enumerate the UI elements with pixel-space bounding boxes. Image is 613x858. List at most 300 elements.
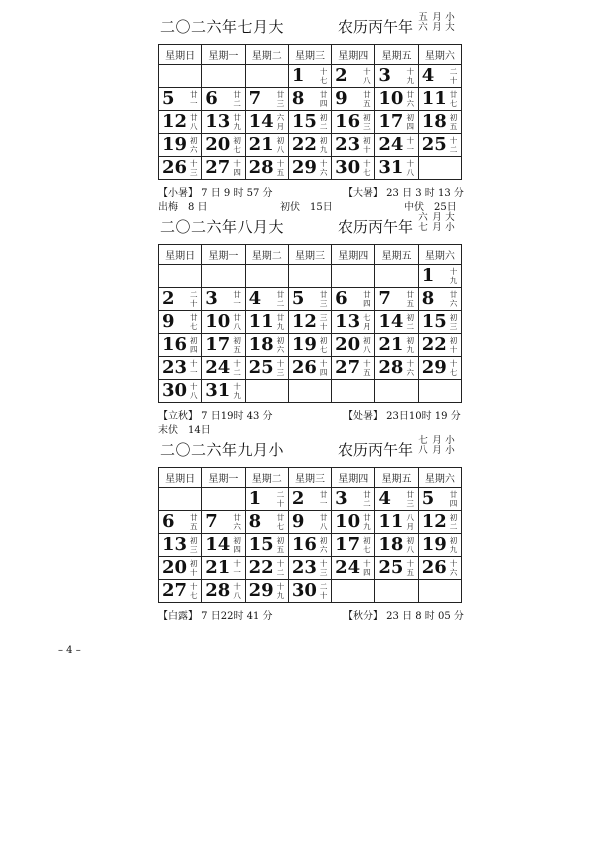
day-number: 15 <box>421 311 447 332</box>
day-number: 26 <box>162 157 188 178</box>
lunar-day: 廿 四 <box>449 490 458 508</box>
weekday-header: 星期一 <box>202 245 245 265</box>
empty-cell <box>332 265 375 288</box>
lunar-day: 廿 五 <box>363 90 371 108</box>
lunar-day: 初 五 <box>276 536 285 554</box>
empty-cell <box>245 265 288 288</box>
day-cell <box>159 111 202 134</box>
calendar-august <box>158 214 462 437</box>
weekday-header: 星期一 <box>202 468 245 488</box>
day-number: 17 <box>378 111 404 132</box>
day-cell <box>288 288 331 311</box>
lunar-day: 十 四 <box>233 159 241 177</box>
empty-cell <box>159 65 202 88</box>
lunar-day: 廿 三 <box>406 490 414 508</box>
lunar-year-label: 农历丙午年 <box>338 18 414 36</box>
day-number: 31 <box>378 157 404 178</box>
solar-term: 【处暑】 23日10时 19 分 <box>343 411 461 422</box>
day-cell <box>418 288 461 311</box>
day-cell <box>245 311 288 334</box>
day-number: 12 <box>162 111 188 132</box>
lunar-month-sizes: 大 小 <box>445 212 455 233</box>
week-row <box>159 88 462 111</box>
weekday-header: 星期四 <box>332 468 375 488</box>
day-cell <box>288 334 331 357</box>
month-title: 二〇二六年八月大 <box>160 218 285 236</box>
lunar-day: 廿 八 <box>190 113 198 131</box>
day-number: 4 <box>248 288 262 309</box>
day-number: 22 <box>291 134 317 155</box>
lunar-day: 十 二 <box>276 559 285 577</box>
day-number: 18 <box>378 534 404 555</box>
day-number: 4 <box>378 488 391 509</box>
lunar-day: 初 九 <box>406 336 414 354</box>
week-row <box>159 157 462 180</box>
empty-cell <box>288 380 331 403</box>
empty-cell <box>288 265 331 288</box>
day-cell <box>375 488 418 511</box>
day-cell <box>332 88 375 111</box>
calendar-september <box>158 437 462 637</box>
lunar-day: 廿 一 <box>233 290 241 308</box>
lunar-day: 十 七 <box>449 359 458 377</box>
day-number: 23 <box>335 134 361 155</box>
week-row <box>159 380 462 403</box>
day-number: 23 <box>162 357 188 378</box>
lunar-day: 廿 八 <box>233 313 241 331</box>
day-cell <box>202 288 245 311</box>
day-cell <box>245 334 288 357</box>
solar-terms <box>158 407 462 437</box>
lunar-day: 十 六 <box>319 159 328 177</box>
lunar-day: 初 五 <box>233 336 241 354</box>
lunar-day: 十 五 <box>406 559 414 577</box>
day-cell <box>159 157 202 180</box>
week-row <box>159 111 462 134</box>
day-number: 11 <box>421 88 447 109</box>
lunar-day: 廿 九 <box>233 113 241 131</box>
day-cell <box>288 511 331 534</box>
day-number: 2 <box>162 288 175 309</box>
month-header <box>158 14 462 44</box>
lunar-day: 初 六 <box>276 336 285 354</box>
lunar-day: 廿 四 <box>363 290 371 308</box>
day-number: 8 <box>291 88 305 109</box>
lunar-day: 十 九 <box>276 582 285 600</box>
day-cell <box>418 134 461 157</box>
lunar-day: 初 七 <box>363 536 371 554</box>
lunar-day: 初 八 <box>363 336 371 354</box>
day-cell <box>375 288 418 311</box>
empty-cell <box>418 580 461 603</box>
day-cell <box>375 357 418 380</box>
lunar-day: 十 一 <box>233 559 241 577</box>
lunar-day: 十 三 <box>276 359 285 377</box>
lunar-day: 二 十 <box>190 290 198 308</box>
empty-cell <box>202 65 245 88</box>
day-cell <box>288 311 331 334</box>
day-cell <box>159 334 202 357</box>
calendar-grid <box>158 467 462 603</box>
lunar-month-sizes: 小 小 <box>445 435 455 456</box>
empty-cell <box>332 380 375 403</box>
lunar-day: 廿 三 <box>319 290 328 308</box>
empty-cell <box>332 580 375 603</box>
day-cell <box>245 580 288 603</box>
day-number: 31 <box>205 380 231 401</box>
lunar-day: 廿 九 <box>276 313 285 331</box>
lunar-day: 初 八 <box>406 536 414 554</box>
lunar-day: 初 十 <box>190 559 198 577</box>
day-cell <box>332 288 375 311</box>
week-row <box>159 557 462 580</box>
day-cell <box>245 488 288 511</box>
lunar-month-suffix: 月 月 <box>432 12 442 33</box>
day-number: 9 <box>162 311 175 332</box>
day-cell <box>202 357 245 380</box>
day-cell <box>418 65 461 88</box>
day-cell <box>288 357 331 380</box>
lunar-day: 初 三 <box>449 313 458 331</box>
day-cell <box>418 488 461 511</box>
day-cell <box>159 357 202 380</box>
lunar-day: 初 十 <box>449 336 458 354</box>
day-number: 20 <box>162 557 188 578</box>
day-number: 15 <box>291 111 317 132</box>
lunar-day: 十 九 <box>449 267 458 285</box>
empty-cell <box>159 265 202 288</box>
day-cell <box>332 134 375 157</box>
empty-cell <box>245 65 288 88</box>
lunar-year-label: 农历丙午年 <box>338 441 414 459</box>
week-row <box>159 265 462 288</box>
day-cell <box>375 511 418 534</box>
day-number: 3 <box>335 488 348 509</box>
lunar-month-names: 六 七 <box>418 212 428 233</box>
day-number: 6 <box>205 88 218 109</box>
weekday-header: 星期六 <box>418 468 461 488</box>
day-cell <box>288 534 331 557</box>
day-number: 21 <box>205 557 231 578</box>
day-number: 25 <box>421 134 447 155</box>
lunar-day: 十 七 <box>363 159 371 177</box>
calendar-grid <box>158 44 462 180</box>
day-cell <box>202 380 245 403</box>
day-cell <box>245 88 288 111</box>
day-number: 19 <box>421 534 447 555</box>
week-row <box>159 288 462 311</box>
day-number: 6 <box>162 511 175 532</box>
day-number: 16 <box>291 534 317 555</box>
month-title: 二〇二六年九月小 <box>160 441 285 459</box>
day-cell <box>332 511 375 534</box>
day-cell <box>418 557 461 580</box>
lunar-month-sizes: 小 大 <box>445 12 455 33</box>
lunar-day: 十 五 <box>363 359 371 377</box>
lunar-day: 七 月 <box>363 313 371 331</box>
day-number: 10 <box>335 511 361 532</box>
weekday-header: 星期一 <box>202 45 245 65</box>
day-number: 9 <box>291 511 305 532</box>
day-cell <box>245 511 288 534</box>
day-cell <box>418 511 461 534</box>
day-number: 26 <box>421 557 447 578</box>
solar-term: 【秋分】 23 日 8 时 05 分 <box>343 611 464 622</box>
lunar-month-suffix: 月 月 <box>432 212 442 233</box>
day-number: 17 <box>205 334 231 355</box>
day-cell <box>375 311 418 334</box>
empty-cell <box>375 580 418 603</box>
empty-cell <box>159 488 202 511</box>
day-cell <box>202 557 245 580</box>
day-number: 29 <box>421 357 447 378</box>
day-number: 11 <box>378 511 404 532</box>
week-row <box>159 65 462 88</box>
solar-term: 中伏 25日 <box>404 202 457 213</box>
day-number: 23 <box>291 557 317 578</box>
page-number: – 4 – <box>58 645 81 656</box>
day-cell <box>202 511 245 534</box>
lunar-day: 初 十 <box>363 136 371 154</box>
day-cell <box>159 534 202 557</box>
lunar-day: 初 二 <box>406 313 414 331</box>
day-cell <box>245 557 288 580</box>
lunar-day: 十 九 <box>406 67 414 85</box>
solar-term: 【小暑】 7 日 9 时 57 分 <box>158 188 273 199</box>
month-title: 二〇二六年七月大 <box>160 18 285 36</box>
lunar-day: 十 八 <box>233 582 241 600</box>
day-cell <box>332 111 375 134</box>
day-cell <box>202 134 245 157</box>
day-number: 7 <box>248 88 262 109</box>
weekday-header: 星期日 <box>159 468 202 488</box>
lunar-day: 廿 二 <box>276 290 285 308</box>
solar-term: 初伏 15日 <box>280 202 333 213</box>
lunar-day: 十 一 <box>406 136 414 154</box>
weekday-header: 星期二 <box>245 245 288 265</box>
day-cell <box>245 111 288 134</box>
day-number: 5 <box>421 488 435 509</box>
day-cell <box>288 65 331 88</box>
day-number: 3 <box>205 288 218 309</box>
day-number: 8 <box>248 511 262 532</box>
lunar-day: 廿 一 <box>190 90 198 108</box>
weekday-header: 星期二 <box>245 45 288 65</box>
day-number: 18 <box>248 334 274 355</box>
day-cell <box>288 111 331 134</box>
day-number: 25 <box>248 357 274 378</box>
lunar-day: 十 八 <box>363 67 371 85</box>
lunar-day: 十 七 <box>319 67 328 85</box>
weekday-header: 星期三 <box>288 468 331 488</box>
day-cell <box>288 157 331 180</box>
day-number: 8 <box>421 288 435 309</box>
day-number: 4 <box>421 65 435 86</box>
day-number: 1 <box>291 65 305 86</box>
solar-term: 【大暑】 23 日 3 时 13 分 <box>343 188 464 199</box>
lunar-day: 廿 六 <box>233 513 241 531</box>
day-number: 19 <box>291 334 317 355</box>
weekday-header: 星期三 <box>288 245 331 265</box>
day-number: 13 <box>162 534 188 555</box>
day-number: 10 <box>378 88 404 109</box>
day-cell <box>418 534 461 557</box>
day-number: 1 <box>248 488 262 509</box>
lunar-day: 初 五 <box>449 113 458 131</box>
lunar-day: 十 四 <box>319 359 328 377</box>
lunar-day: 二 十 <box>319 582 328 600</box>
day-cell <box>375 334 418 357</box>
day-number: 16 <box>335 111 361 132</box>
lunar-day: 初 四 <box>233 536 241 554</box>
day-cell <box>202 534 245 557</box>
weekday-header: 星期五 <box>375 45 418 65</box>
day-number: 9 <box>335 88 348 109</box>
lunar-day: 初 四 <box>406 113 414 131</box>
day-cell <box>332 65 375 88</box>
solar-terms <box>158 607 462 637</box>
lunar-day: 廿 五 <box>190 513 198 531</box>
calendar-july <box>158 14 462 214</box>
day-number: 13 <box>205 111 231 132</box>
lunar-day: 三 十 <box>319 313 328 331</box>
lunar-day: 廿 九 <box>363 513 371 531</box>
day-number: 24 <box>378 134 404 155</box>
lunar-year-label: 农历丙午年 <box>338 218 414 236</box>
day-number: 10 <box>205 311 231 332</box>
day-cell <box>159 580 202 603</box>
day-number: 22 <box>421 334 447 355</box>
day-cell <box>159 88 202 111</box>
day-cell <box>375 534 418 557</box>
weekday-header: 星期三 <box>288 45 331 65</box>
lunar-day: 十 九 <box>233 382 241 400</box>
lunar-day: 十 二 <box>233 359 241 377</box>
day-number: 12 <box>421 511 447 532</box>
day-cell <box>332 357 375 380</box>
lunar-month-suffix: 月 月 <box>432 435 442 456</box>
empty-cell <box>245 380 288 403</box>
day-cell <box>375 134 418 157</box>
lunar-day: 廿 六 <box>406 90 414 108</box>
day-cell <box>245 157 288 180</box>
day-number: 21 <box>378 334 404 355</box>
lunar-day: 初 三 <box>363 113 371 131</box>
lunar-day: 初 八 <box>276 136 285 154</box>
day-number: 24 <box>205 357 231 378</box>
weekday-header: 星期二 <box>245 468 288 488</box>
day-cell <box>288 88 331 111</box>
day-cell <box>332 488 375 511</box>
week-row <box>159 334 462 357</box>
day-number: 20 <box>205 134 231 155</box>
day-cell <box>332 157 375 180</box>
day-number: 18 <box>421 111 447 132</box>
day-number: 27 <box>205 157 231 178</box>
day-number: 30 <box>335 157 361 178</box>
day-cell <box>245 357 288 380</box>
day-cell <box>375 88 418 111</box>
lunar-day: 二 十 <box>449 67 458 85</box>
lunar-day: 十 二 <box>449 136 458 154</box>
calendar-grid <box>158 244 462 403</box>
lunar-day: 十 八 <box>406 159 414 177</box>
day-number: 7 <box>205 511 218 532</box>
week-row <box>159 311 462 334</box>
day-cell <box>202 157 245 180</box>
week-row <box>159 357 462 380</box>
day-cell <box>332 557 375 580</box>
day-number: 1 <box>421 265 435 286</box>
day-cell <box>202 88 245 111</box>
day-number: 5 <box>162 88 175 109</box>
lunar-day: 初 六 <box>319 536 328 554</box>
empty-cell <box>375 380 418 403</box>
month-header <box>158 214 462 244</box>
day-cell <box>332 311 375 334</box>
day-number: 2 <box>335 65 348 86</box>
lunar-day: 廿 二 <box>363 490 371 508</box>
day-number: 17 <box>335 534 361 555</box>
weekday-header: 星期日 <box>159 45 202 65</box>
week-row <box>159 488 462 511</box>
day-cell <box>418 357 461 380</box>
day-cell <box>159 380 202 403</box>
lunar-day: 初 六 <box>190 136 198 154</box>
lunar-day: 廿 四 <box>319 90 328 108</box>
day-number: 13 <box>335 311 361 332</box>
day-number: 28 <box>378 357 404 378</box>
weekday-header-row <box>159 45 462 65</box>
lunar-day: 十 七 <box>190 582 198 600</box>
day-cell <box>159 134 202 157</box>
day-number: 7 <box>378 288 391 309</box>
solar-terms <box>158 184 462 214</box>
day-number: 24 <box>335 557 361 578</box>
empty-cell <box>202 488 245 511</box>
day-number: 2 <box>291 488 305 509</box>
lunar-day: 廿 七 <box>276 513 285 531</box>
lunar-day: 初 二 <box>449 513 458 531</box>
day-number: 3 <box>378 65 391 86</box>
lunar-day: 初 七 <box>319 336 328 354</box>
day-number: 30 <box>291 580 317 601</box>
day-cell <box>418 311 461 334</box>
lunar-month-names: 七 八 <box>418 435 428 456</box>
lunar-day: 廿 八 <box>319 513 328 531</box>
day-cell <box>159 288 202 311</box>
weekday-header: 星期五 <box>375 245 418 265</box>
lunar-day: 初 九 <box>449 536 458 554</box>
lunar-day: 初 九 <box>319 136 328 154</box>
day-number: 21 <box>248 134 274 155</box>
day-number: 30 <box>162 380 188 401</box>
day-cell <box>288 580 331 603</box>
day-cell <box>202 311 245 334</box>
day-cell <box>202 111 245 134</box>
lunar-day: 十 五 <box>276 159 285 177</box>
day-cell <box>159 311 202 334</box>
lunar-day: 十 八 <box>190 382 198 400</box>
lunar-day: 初 四 <box>190 336 198 354</box>
empty-cell <box>418 380 461 403</box>
day-cell <box>159 557 202 580</box>
weekday-header: 星期日 <box>159 245 202 265</box>
day-cell <box>375 557 418 580</box>
solar-term: 末伏 14日 <box>158 425 211 436</box>
day-cell <box>375 65 418 88</box>
day-number: 29 <box>248 580 274 601</box>
